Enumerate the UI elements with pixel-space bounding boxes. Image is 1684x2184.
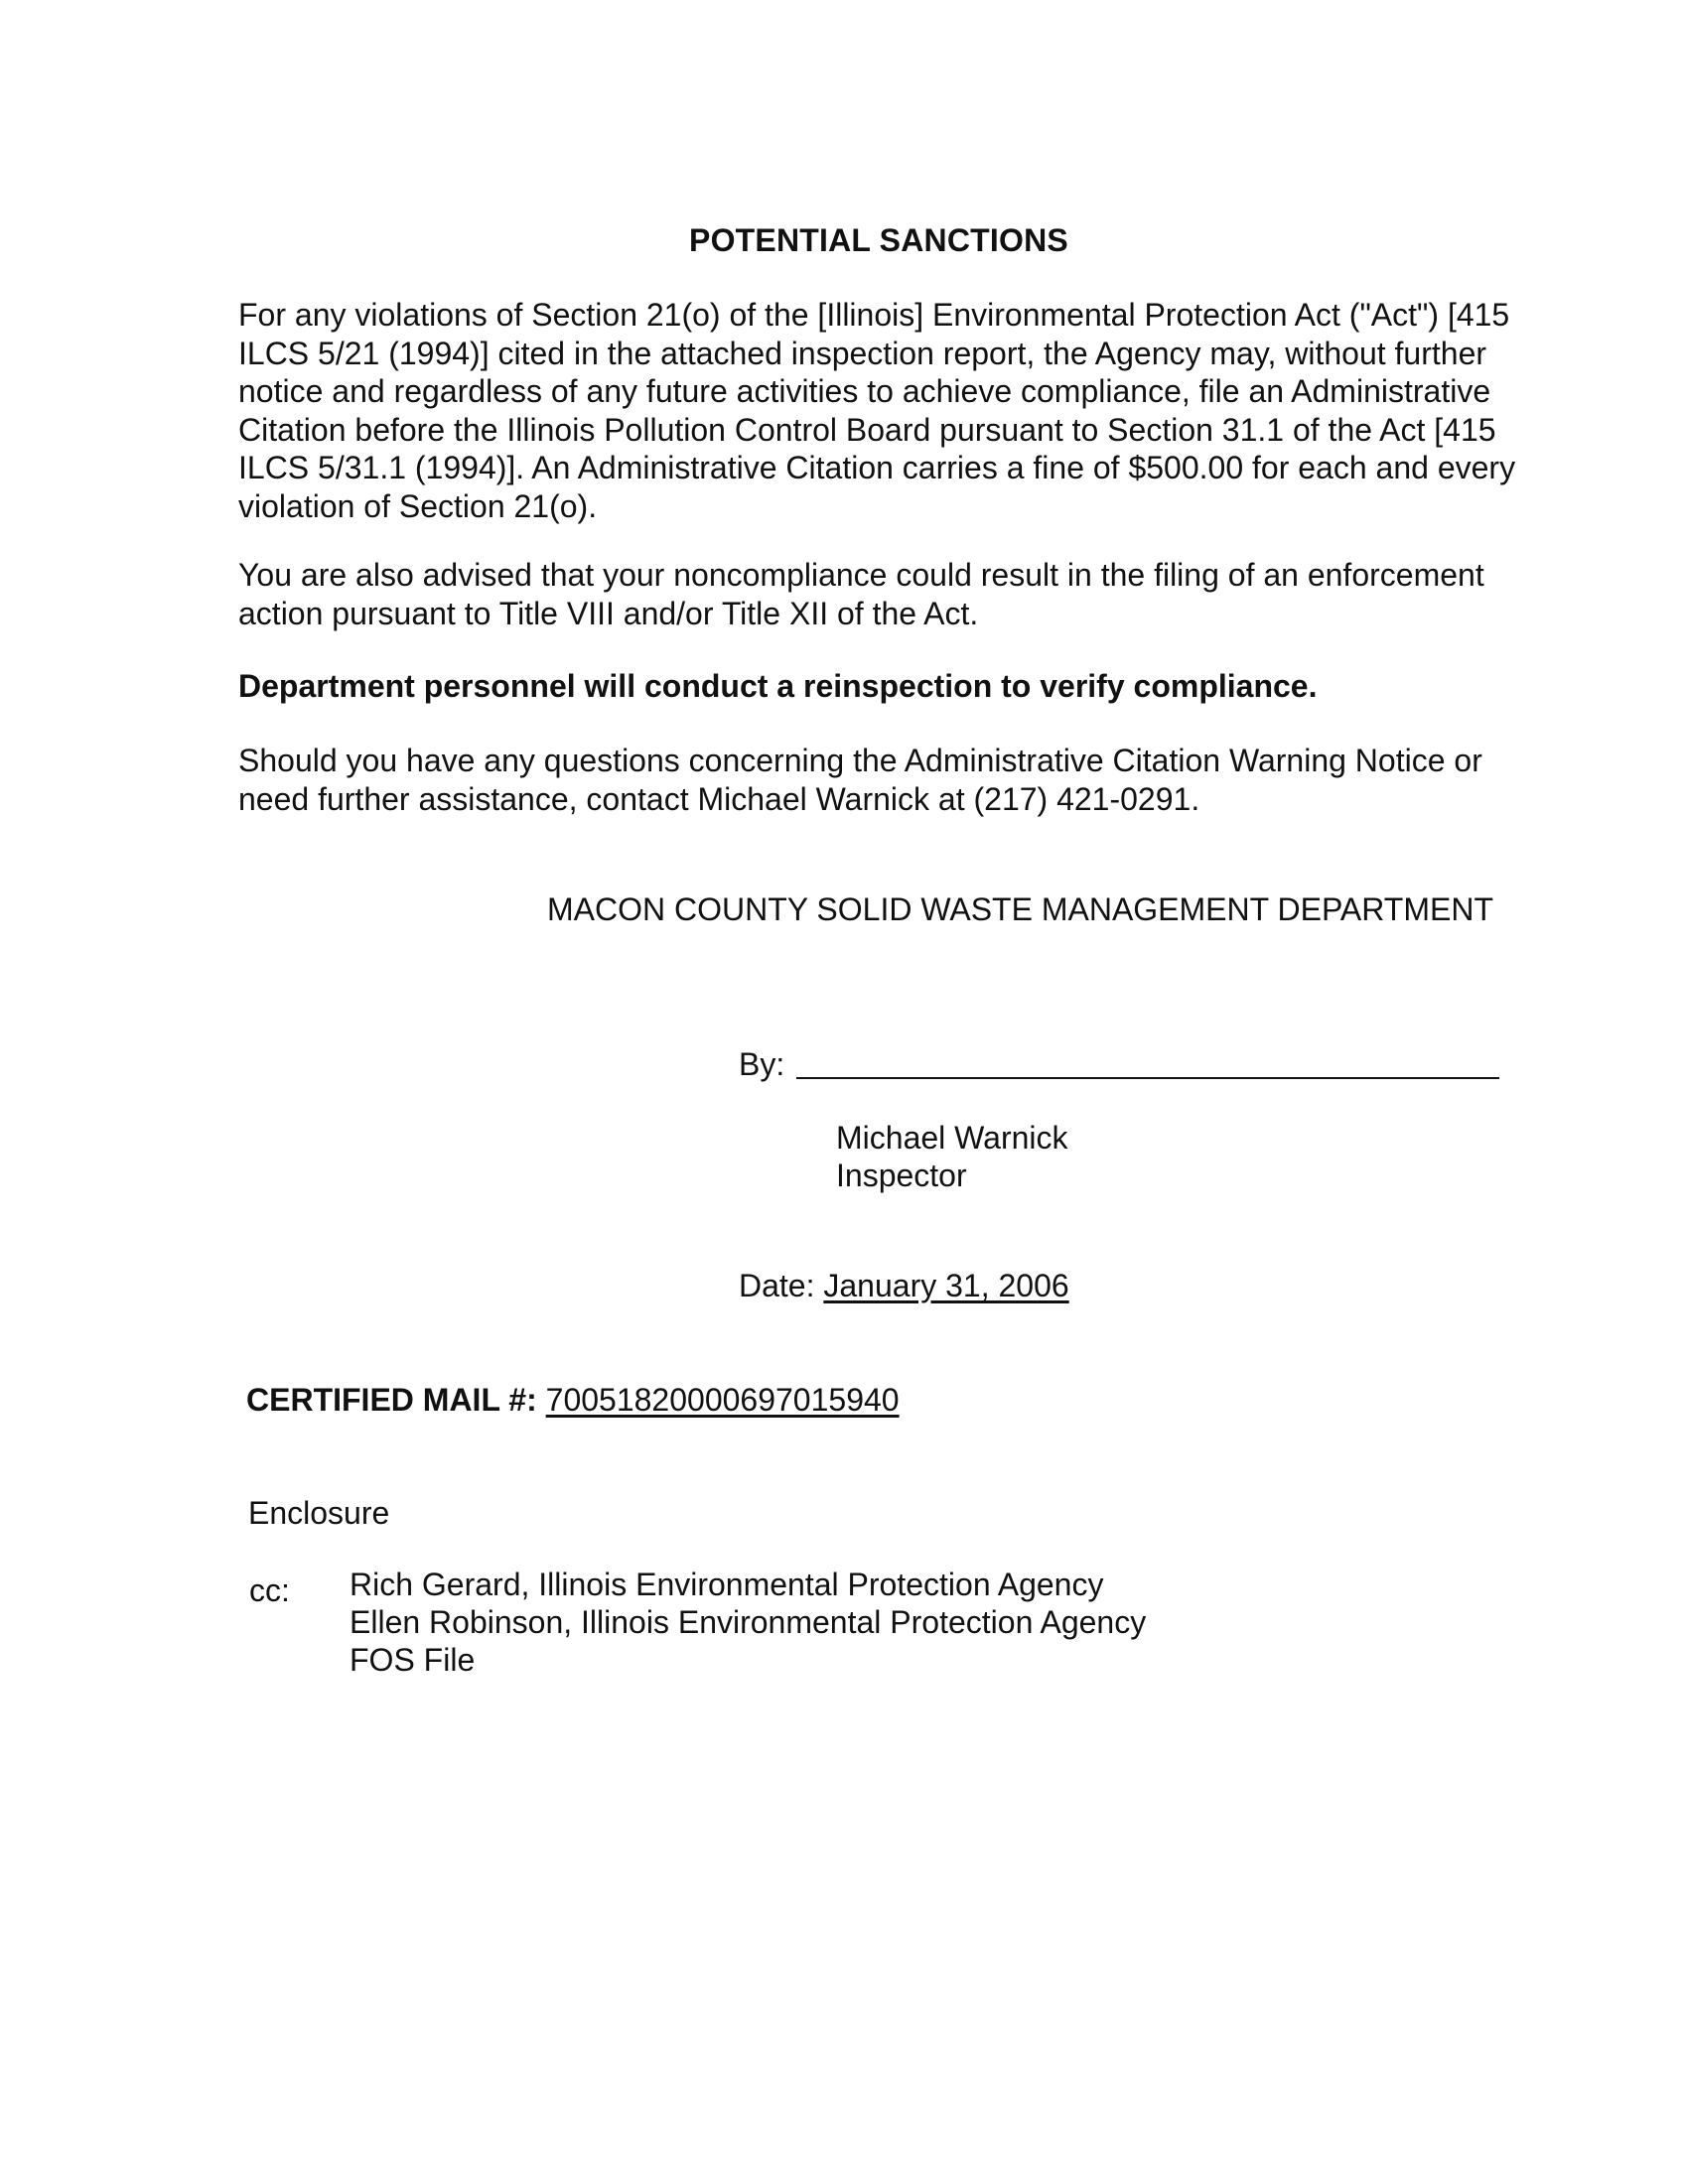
signer-title: Inspector bbox=[836, 1158, 967, 1193]
cc-list bbox=[350, 1566, 1146, 1679]
page-title: POTENTIAL SANCTIONS bbox=[689, 222, 1068, 258]
certified-mail-label: CERTIFIED MAIL #: bbox=[246, 1382, 537, 1418]
reinspection-notice: Department personnel will conduct a reinspection to verify compliance. bbox=[238, 668, 1318, 704]
date-value: January 31, 2006 bbox=[823, 1268, 1069, 1303]
certified-mail-row bbox=[246, 1382, 900, 1419]
certified-mail-number: 70051820000697015940 bbox=[545, 1382, 900, 1418]
cc-recipient: Rich Gerard, Illinois Environmental Protection Agency bbox=[350, 1567, 1104, 1602]
sanctions-paragraph: For any violations of Section 21(o) of the [Illinois] Environmental Protection Act ("Act") [415 ILCS 5/21 (1994)] cited in the attached inspection report, the Agency may, without further notice and regardless of any future activities to achieve compliance, file an Administrative Citation before the Illinois Pollution Control Board pursuant to Section 31.1 of the Act [415 ILCS 5/31.1 (1994)]. An Administrative Citation carries a fine of $500.00 for each and every violation of Section 21(o). bbox=[238, 297, 1516, 524]
signature-by-label: By: bbox=[739, 1046, 785, 1082]
signer-name: Michael Warnick bbox=[836, 1120, 1068, 1156]
enclosure-note: Enclosure bbox=[248, 1495, 390, 1531]
organization-name: MACON COUNTY SOLID WASTE MANAGEMENT DEPARTMENT bbox=[547, 891, 1493, 927]
date-label: Date: bbox=[739, 1268, 815, 1303]
cc-label: cc: bbox=[249, 1572, 290, 1608]
signature-line bbox=[796, 1077, 1499, 1079]
signer-block bbox=[836, 1119, 1068, 1194]
cc-recipient: FOS File bbox=[350, 1642, 476, 1678]
cc-recipient: Ellen Robinson, Illinois Environmental Protection Agency bbox=[350, 1604, 1147, 1640]
date-row bbox=[739, 1268, 1069, 1304]
enforcement-paragraph: You are also advised that your noncompliance could result in the filing of an enforcement action pursuant to Title VIII and/or Title XII of the Act. bbox=[238, 557, 1484, 631]
contact-paragraph: Should you have any questions concerning the Administrative Citation Warning Notice or need further assistance, contact Michael Warnick at (217) 421-0291. bbox=[238, 743, 1482, 817]
